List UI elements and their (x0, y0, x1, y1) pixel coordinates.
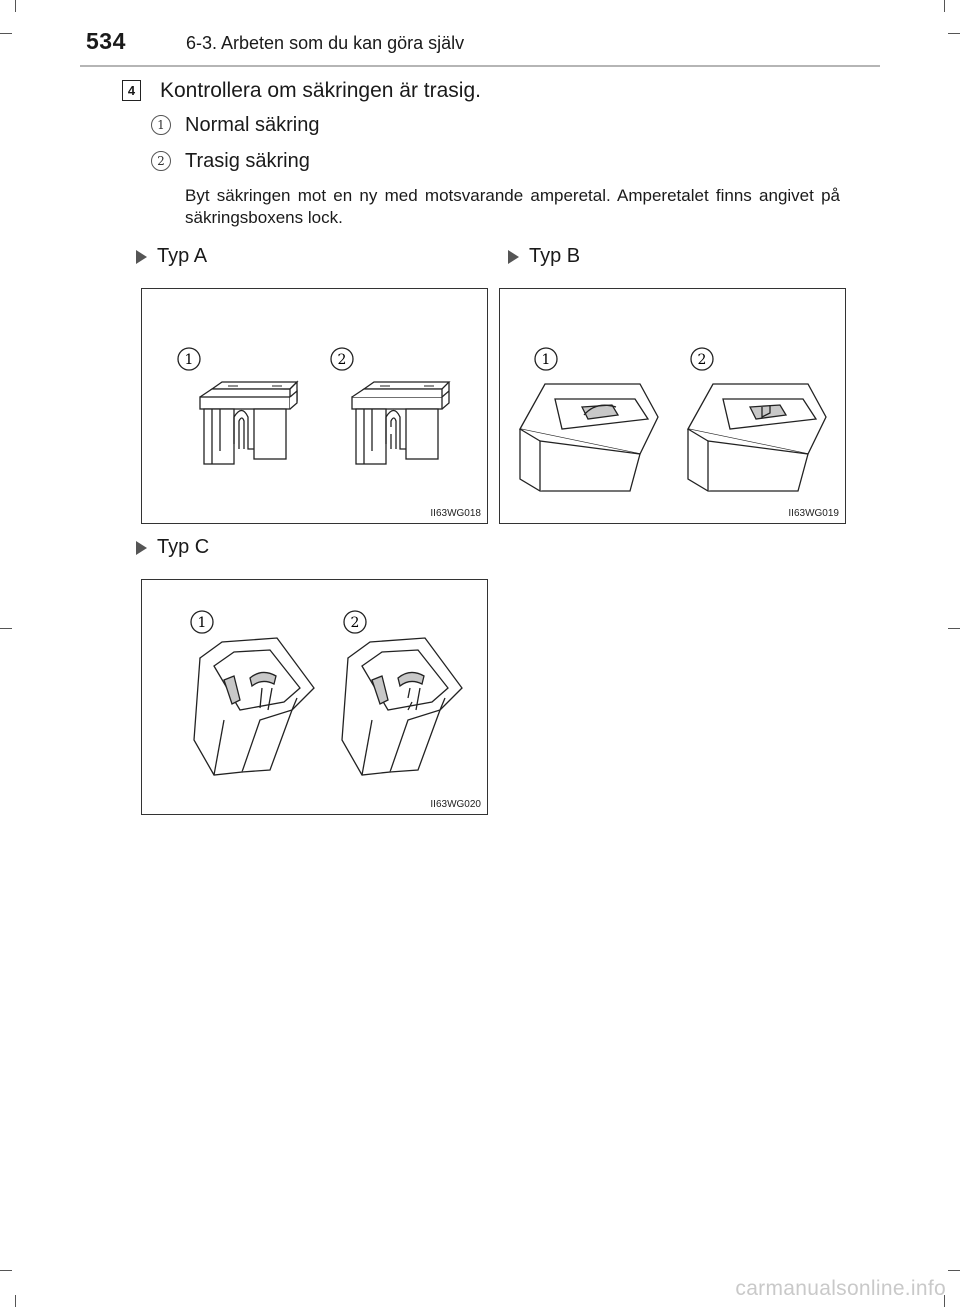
type-b-text: Typ B (529, 245, 581, 267)
header-divider (80, 65, 880, 67)
type-c-label (136, 536, 209, 559)
type-c-text: Typ C (157, 536, 210, 558)
mini-fuse-illustration (142, 580, 489, 816)
figure-type-b (499, 288, 846, 524)
figure-code: II63WG019 (788, 508, 839, 519)
type-b-label (508, 245, 580, 268)
step-instruction: Kontrollera om säkringen är trasig. (160, 79, 481, 102)
figure-type-c (141, 579, 488, 815)
item-normal-fuse: Normal säkring (185, 114, 320, 136)
triangle-bullet-icon (508, 250, 519, 264)
callout-1: 1 (197, 615, 207, 631)
crop-mark (15, 1295, 16, 1307)
callout-2: 2 (337, 352, 347, 368)
step-number-badge: 4 (122, 80, 141, 101)
crop-mark (948, 33, 960, 34)
callout-2: 2 (350, 615, 360, 631)
page-number: 534 (86, 28, 126, 54)
crop-mark (948, 1270, 960, 1271)
figure-code: II63WG020 (430, 799, 481, 810)
crop-mark (948, 628, 960, 629)
crop-mark (15, 0, 16, 12)
triangle-bullet-icon (136, 541, 147, 555)
triangle-bullet-icon (136, 250, 147, 264)
cartridge-fuse-illustration (500, 289, 847, 525)
crop-mark (944, 0, 945, 12)
callout-badge-1: 1 (151, 115, 171, 135)
type-a-label (136, 245, 207, 268)
blade-fuse-illustration (142, 289, 489, 525)
watermark: carmanualsonline.info (735, 1277, 946, 1300)
crop-mark (0, 628, 12, 629)
figure-code: II63WG018 (430, 508, 481, 519)
section-title: 6-3. Arbeten som du kan göra själv (186, 33, 465, 53)
type-a-text: Typ A (157, 245, 208, 267)
callout-2: 2 (697, 352, 707, 368)
crop-mark (0, 33, 12, 34)
crop-mark (0, 1270, 12, 1271)
replacement-note: Byt säkringen mot en ny med motsvarande amperetal. Amperetalet finns angivet på säkringsboxens lock. (185, 186, 840, 227)
callout-1: 1 (541, 352, 551, 368)
callout-badge-2: 2 (151, 151, 171, 171)
callout-1: 1 (184, 352, 194, 368)
item-blown-fuse: Trasig säkring (185, 150, 310, 172)
figure-type-a (141, 288, 488, 524)
